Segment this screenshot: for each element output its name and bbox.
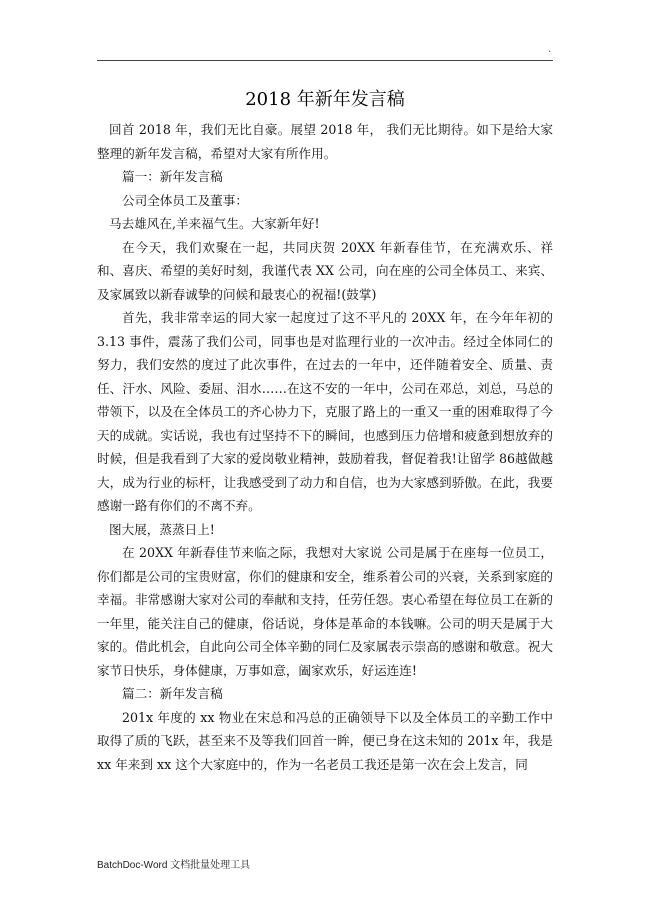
paragraph: 在今天，我们欢聚在一起，共同庆贺 20XX 年新春佳节，在充满欢乐、祥和、喜庆、希望的美好时刻，我谨代表 XX 公司，向在座的公司全体员工、来宾、及家属致以新春诚挚的问候和最衷心的祝福!(鼓掌): [97, 239, 553, 302]
document-body: [97, 118, 553, 776]
header-mark: .: [548, 44, 552, 55]
paragraph: 在 20XX 年新春佳节来临之际，我想对大家说 公司是属于在座每一位员工，你们都是公司的宝贵财富，你们的健康和安全，维系着公司的兴衰，关系到家庭的幸福。非常感谢大家对公司的奉献和支持，任劳任怨。衷心希望在每位员工在新的一年里，能关注自己的健康，俗话说，身体是革命的本钱嘛。公司的明天是属于大家的。借此机会，自此向公司全体辛勤的同仁及家属表示崇高的感谢和敬意。祝大家节日快乐，身体健康，万事如意，阖家欢乐，好运连连!: [97, 545, 553, 678]
header-rule: [97, 60, 553, 61]
paragraph: 图大展，蒸蒸日上!: [109, 521, 215, 537]
paragraph: 回首 2018 年，我们无比自豪。展望 2018 年， 我们无比期待。如下是给大家整理的新年发言稿，希望对大家有所作用。: [97, 122, 553, 161]
paragraph: 201x 年度的 xx 物业在宋总和冯总的正确领导下以及全体员工的辛勤工作中取得了质的飞跃，甚至来不及等我们回首一眸，便已身在这未知的 201x 年，我是 xx 年来到 xx 这个大家庭中的，作为一名老员工我还是第一次在会上发言，同: [97, 709, 553, 772]
paragraph: 公司全体员工及董事：: [122, 192, 248, 208]
paragraph: 篇二：新年发言稿: [122, 686, 223, 701]
paragraph: 马去雄风在,羊来福气生。大家新年好!: [109, 216, 320, 231]
document-title: 2018 年新年发言稿: [245, 89, 405, 110]
paragraph: 篇一：新年发言稿: [122, 169, 223, 184]
footer-text: BatchDoc-Word 文档批量处理工具: [97, 860, 251, 871]
paragraph: 首先，我非常幸运的同大家一起度过了这不平凡的 20XX 年，在今年年初的 3.13 事件，震荡了我们公司，同事也是对监理行业的一次冲击。经过全体同仁的努力，我们安然的度过了此次事件，在过去的一年中，还伴随着安全、质量、责任、汗水、风险、委屈、泪水……在这不安的一年中，公司在邓总，刘总，马总的带领下，以及在全体员工的齐心协力下，克服了路上的一重又一重的困难取得了今天的成就。实话说，我也有过坚持不下的瞬间，也感到压力倍增和疲惫到想放弃的时候，但是我看到了大家的爱岗敬业精神，鼓励着我，督促着我!让留学 86越做越大，成为行业的标杆，让我感受到了动力和自信，也为大家感到骄傲。在此，我要感谢一路有你们的不离不弃。: [97, 310, 553, 513]
